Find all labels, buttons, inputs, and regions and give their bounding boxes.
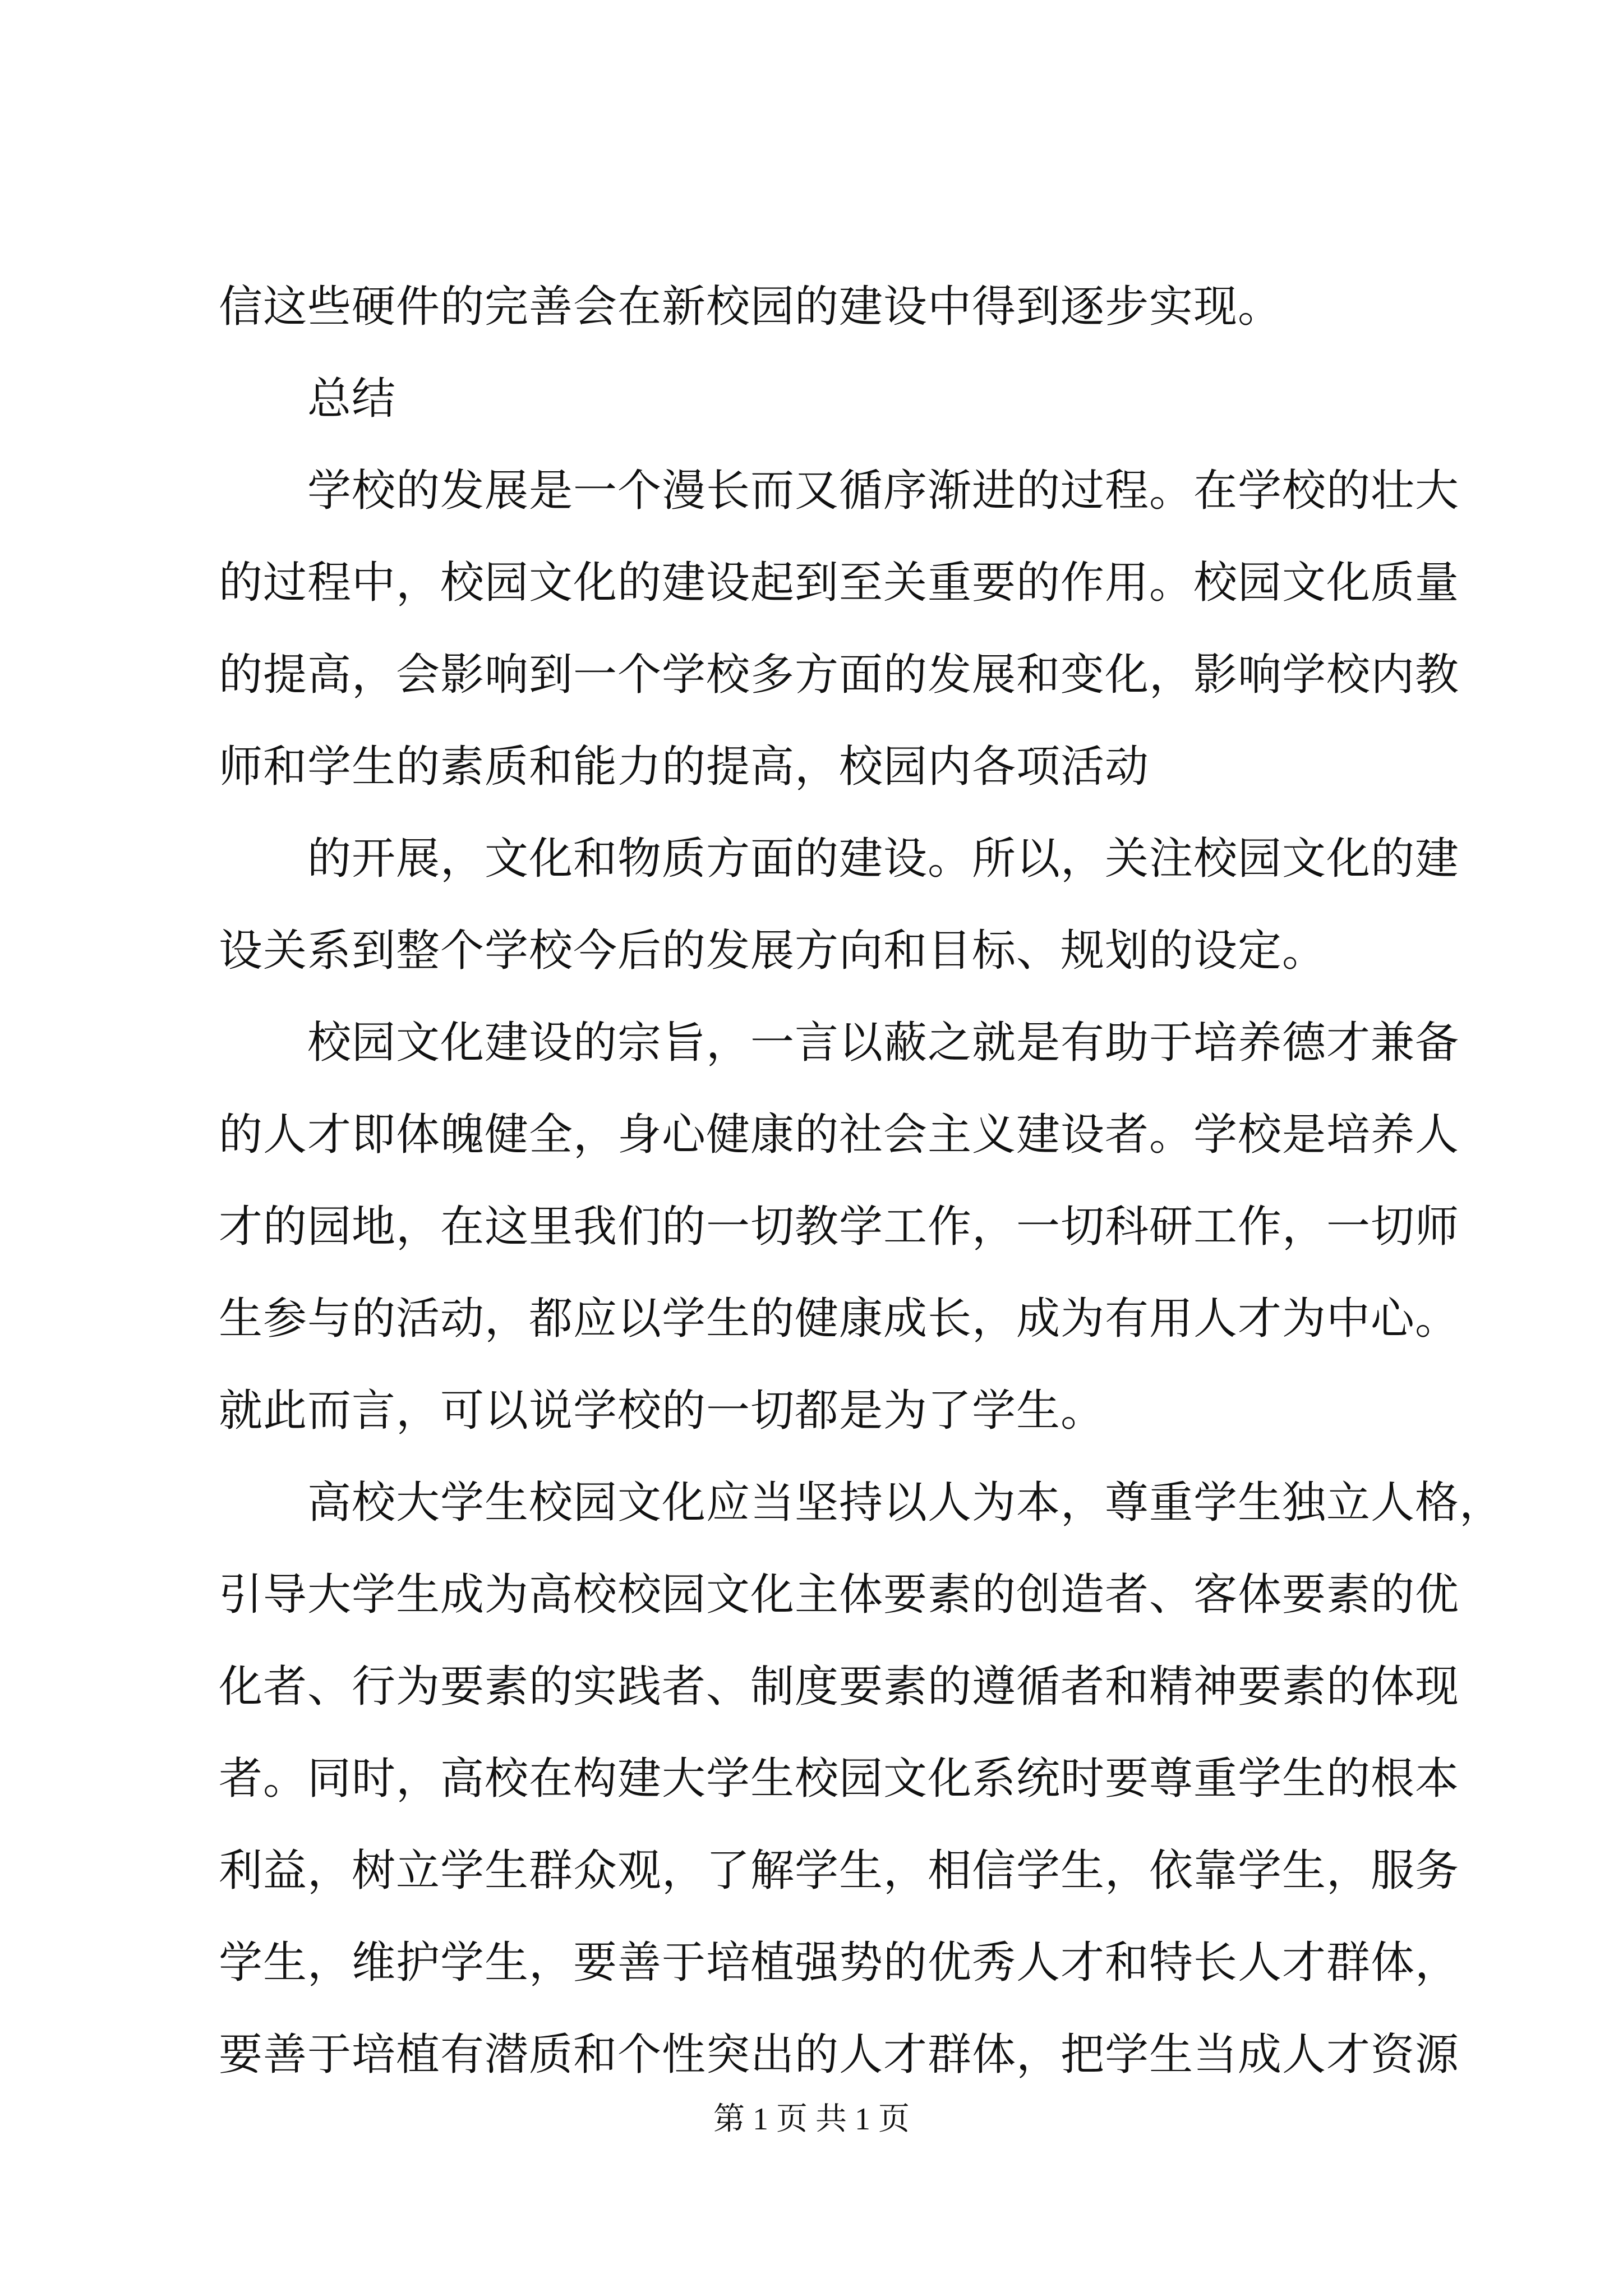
- text-line: 利益，树立学生群众观，了解学生，相信学生，依靠学生，服务: [219, 1846, 1460, 1896]
- text-line: 的人才即体魄健全，身心健康的社会主义建设者。学校是培养人: [219, 1110, 1460, 1160]
- text-line: 师和学生的素质和能力的提高，校园内各项活动: [219, 742, 1150, 792]
- text-line: 校园文化建设的宗旨，一言以蔽之就是有助于培养德才兼备: [307, 1018, 1460, 1068]
- text-line: 引导大学生成为高校校园文化主体要素的创造者、客体要素的优: [219, 1570, 1460, 1620]
- text-line: 信这些硬件的完善会在新校园的建设中得到逐步实现。: [219, 282, 1283, 332]
- document-body: [219, 261, 1504, 2101]
- page-footer: 第 1 页 共 1 页: [713, 2102, 910, 2137]
- text-line: 的过程中，校园文化的建设起到至关重要的作用。校园文化质量: [219, 558, 1460, 608]
- text-line: 生参与的活动，都应以学生的健康成长，成为有用人才为中心。: [219, 1294, 1460, 1344]
- text-line: 高校大学生校园文化应当坚持以人为本，尊重学生独立人格，: [307, 1478, 1504, 1528]
- text-line: 的开展，文化和物质方面的建设。所以，关注校园文化的建: [307, 834, 1460, 884]
- text-line: 的提高，会影响到一个学校多方面的发展和变化，影响学校内教: [219, 650, 1460, 700]
- text-line: 总结: [307, 374, 396, 424]
- text-line: 化者、行为要素的实践者、制度要素的遵循者和精神要素的体现: [219, 1662, 1460, 1712]
- text-line: 者。同时，高校在构建大学生校园文化系统时要尊重学生的根本: [219, 1754, 1460, 1804]
- text-line: 才的园地，在这里我们的一切教学工作，一切科研工作，一切师: [219, 1202, 1460, 1252]
- text-line: 学生，维护学生，要善于培植强势的优秀人才和特长人才群体，: [219, 1938, 1460, 1988]
- text-line: 学校的发展是一个漫长而又循序渐进的过程。在学校的壮大: [307, 466, 1460, 516]
- text-line: 就此而言，可以说学校的一切都是为了学生。: [219, 1386, 1105, 1436]
- text-line: 设关系到整个学校今后的发展方向和目标、规划的设定。: [219, 926, 1327, 976]
- text-line: 要善于培植有潜质和个性突出的人才群体，把学生当成人才资源: [219, 2030, 1460, 2080]
